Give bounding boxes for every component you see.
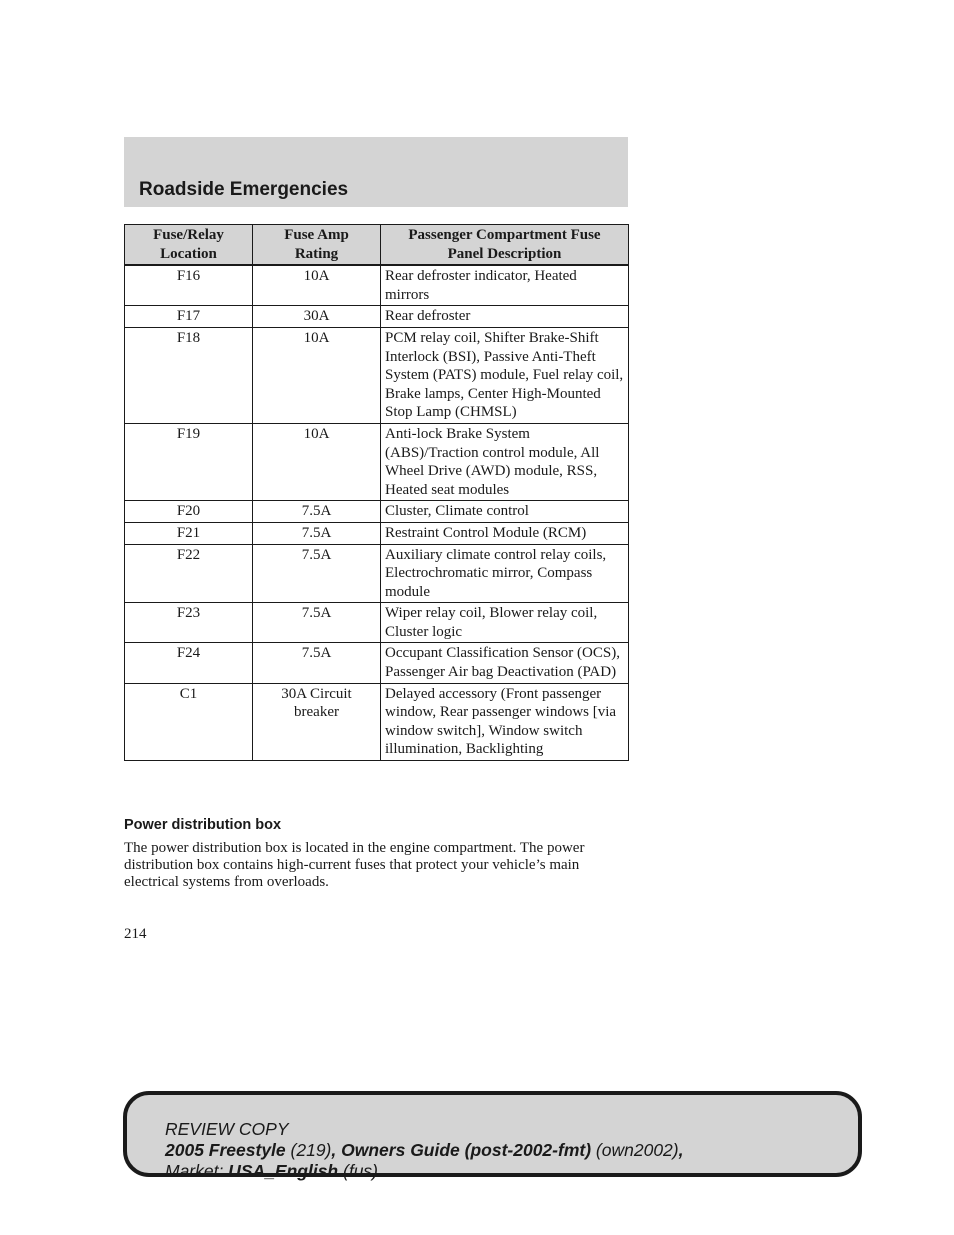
fuse-location: F21 — [125, 522, 253, 544]
header-description: Passenger Compartment Fuse Panel Description — [381, 225, 629, 266]
footer-separator: , — [678, 1140, 684, 1160]
table-row — [125, 603, 629, 643]
fuse-description: Restraint Control Module (RCM) — [381, 522, 629, 544]
fuse-rating: 7.5A — [253, 544, 381, 603]
fuse-location: F23 — [125, 603, 253, 643]
fuse-location: F19 — [125, 423, 253, 500]
fuse-rating: 30A — [253, 306, 381, 328]
footer-guide: Owners Guide (post-2002-fmt) — [341, 1140, 592, 1160]
footer-market-label: Market: — [165, 1161, 224, 1181]
fuse-rating: 7.5A — [253, 501, 381, 523]
header-rating: Fuse Amp Rating — [253, 225, 381, 266]
fuse-rating: 7.5A — [253, 603, 381, 643]
fuse-description: Delayed accessory (Front passenger window, Rear passenger windows [via window switch], Window switch illumination, Backlighting — [381, 683, 629, 760]
power-distribution-paragraph: The power distribution box is located in the engine compartment. The power distribution box contains high-current fuses that protect your vehicle’s main electrical systems from overloads. — [124, 840, 585, 890]
fuse-description: Anti-lock Brake System (ABS)/Traction control module, All Wheel Drive (AWD) module, RSS, Heated seat modules — [381, 423, 629, 500]
footer-market: USA_English — [228, 1161, 339, 1181]
fuse-location: F24 — [125, 643, 253, 683]
section-header-band — [124, 137, 628, 207]
fuse-location: F22 — [125, 544, 253, 603]
power-distribution-heading: Power distribution box — [124, 817, 282, 833]
table-row — [125, 306, 629, 328]
footer-line-market — [165, 1161, 684, 1182]
footer-guide-code: (own2002) — [595, 1140, 679, 1160]
table-row — [125, 265, 629, 306]
section-title: Roadside Emergencies — [139, 179, 349, 200]
fuse-description: Occupant Classification Sensor (OCS), Passenger Air bag Deactivation (PAD) — [381, 643, 629, 683]
footer-model: 2005 Freestyle — [165, 1140, 286, 1160]
table-row — [125, 544, 629, 603]
footer-text — [165, 1119, 684, 1182]
footer-model-code: (219) — [290, 1140, 332, 1160]
review-copy-footer — [123, 1091, 862, 1181]
fuse-description: Cluster, Climate control — [381, 501, 629, 523]
review-copy-label: REVIEW COPY — [165, 1119, 289, 1139]
fuse-location: F18 — [125, 327, 253, 423]
fuse-table — [124, 224, 629, 761]
fuse-location: F17 — [125, 306, 253, 328]
table-row — [125, 643, 629, 683]
fuse-location: F16 — [125, 265, 253, 306]
fuse-description: PCM relay coil, Shifter Brake-Shift Interlock (BSI), Passive Anti-Theft System (PATS) module, Fuel relay coil, Brake lamps, Center High-Mounted Stop Lamp (CHMSL) — [381, 327, 629, 423]
fuse-rating: 10A — [253, 423, 381, 500]
fuse-rating: 7.5A — [253, 522, 381, 544]
fuse-rating: 10A — [253, 265, 381, 306]
page-number: 214 — [124, 926, 147, 942]
fuse-description: Rear defroster — [381, 306, 629, 328]
table-header-row — [125, 225, 629, 266]
table-row — [125, 327, 629, 423]
fuse-location: F20 — [125, 501, 253, 523]
table-row — [125, 683, 629, 760]
footer-line-product — [165, 1140, 684, 1161]
header-location: Fuse/Relay Location — [125, 225, 253, 266]
fuse-rating: 10A — [253, 327, 381, 423]
fuse-description: Wiper relay coil, Blower relay coil, Cluster logic — [381, 603, 629, 643]
fuse-rating: 7.5A — [253, 643, 381, 683]
fuse-rating: 30A Circuit breaker — [253, 683, 381, 760]
fuse-description: Auxiliary climate control relay coils, Electrochromatic mirror, Compass module — [381, 544, 629, 603]
table-row — [125, 423, 629, 500]
table-row — [125, 501, 629, 523]
fuse-description: Rear defroster indicator, Heated mirrors — [381, 265, 629, 306]
fuse-location: C1 — [125, 683, 253, 760]
footer-market-code: (fus) — [343, 1161, 378, 1181]
table-row — [125, 522, 629, 544]
footer-separator: , — [331, 1140, 337, 1160]
